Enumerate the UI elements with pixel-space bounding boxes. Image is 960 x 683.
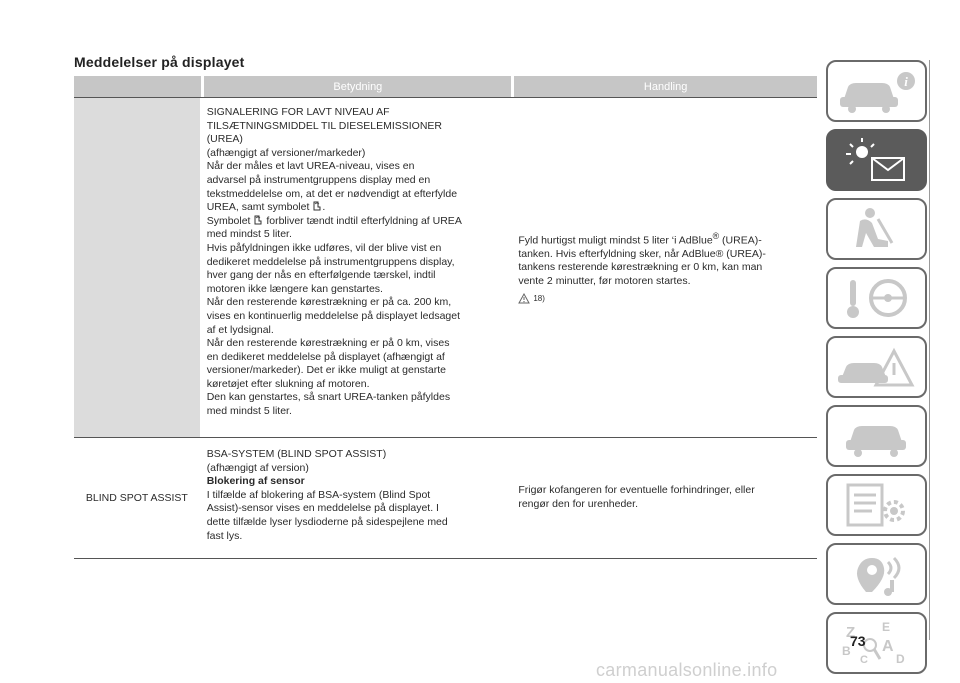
svg-text:D: D <box>895 652 905 666</box>
text-line: en dedikeret meddelelse på displayet (afhængigt af <box>206 350 445 363</box>
tab-maintenance[interactable] <box>826 405 927 467</box>
text-line: Den kan genstartes, så snart UREA-tanken påfyldes <box>206 391 451 404</box>
watermark: carmanualsonline.info <box>596 660 778 680</box>
header-meaning: Betydning <box>204 76 511 97</box>
text-line: tekstmeddelelse om, at det er nødvendigt at efterfylde <box>206 187 458 200</box>
text-line: dedikeret meddelelse på instrumentgruppens display, <box>206 255 455 268</box>
text-line: Assist)-sensor vises en meddelelse på displayet. I <box>206 502 439 515</box>
text-line: rengør den for urenheder. <box>518 498 638 510</box>
row-meaning-cell <box>203 98 506 437</box>
text-line: fast lys. <box>206 529 243 542</box>
sidebar-divider <box>929 60 930 640</box>
svg-text:B: B <box>841 644 851 658</box>
svg-text:Z: Z <box>845 624 855 641</box>
car-emergency-icon <box>832 341 922 393</box>
text-line: dette tilfælde lyser lysdioderne på sidespejlene med <box>206 515 448 528</box>
text-line: versioner/markeder). Det er ikke muligt at genstarte <box>206 364 446 377</box>
tab-multimedia[interactable] <box>826 543 927 605</box>
page-number: 73 <box>850 633 866 649</box>
tab-technical-data[interactable] <box>826 474 927 536</box>
text-line: Symbolet forbliver tændt indtil efterfyldning af UREA <box>206 214 462 227</box>
tab-starting-driving[interactable] <box>826 267 927 329</box>
car-service-icon <box>832 410 922 462</box>
tab-safety[interactable] <box>826 198 927 260</box>
warning-light-message-icon <box>832 134 922 186</box>
text-line: Frigør kofangeren for eventuelle forhindringer, eller <box>518 484 755 497</box>
tab-emergency[interactable] <box>826 336 927 398</box>
header-empty-cell <box>74 76 201 97</box>
key-steering-wheel-icon <box>832 272 922 324</box>
alphabetical-index-icon <box>832 617 922 669</box>
reference-number: 18) <box>533 293 545 303</box>
text-line: tanken. Hvis efterfyldning sker, når AdBlue® (UREA)- <box>518 247 766 260</box>
text-line: (afhængigt af version) <box>206 461 309 474</box>
text-line: (UREA) <box>206 133 243 146</box>
text-line: I tilfælde af blokering af BSA-system (Blind Spot <box>206 488 431 501</box>
tab-car-info[interactable] <box>826 60 927 122</box>
text-line: Hvis påfyldningen ikke udføres, vil der blive vist en <box>206 241 442 254</box>
table-row <box>74 97 817 438</box>
text-line: vente 2 minutter, før motoren startes. <box>518 275 691 288</box>
text-line: Fyld hurtigst muligt mindst 5 liter ‘i AdBlue® (UREA)- <box>518 230 762 247</box>
text-line: motoren ikke længere kan genstartes. <box>206 282 383 295</box>
tab-index[interactable] <box>826 612 927 674</box>
svg-text:E: E <box>881 620 890 634</box>
text-line: TILSÆTNINGSMIDDEL TIL DIESELEMISSIONER <box>206 119 443 132</box>
text-line: Når der måles et lavt UREA-niveau, vises en <box>206 160 415 173</box>
row-action-cell <box>508 438 817 558</box>
text-line: af et lydsignal. <box>206 323 274 336</box>
warning-triangle-icon <box>518 293 530 304</box>
table-header <box>74 76 817 97</box>
messages-table <box>74 76 817 559</box>
car-info-icon <box>832 65 922 117</box>
row-action-cell <box>508 98 817 437</box>
multimedia-icon <box>832 548 922 600</box>
text-line: BSA-SYSTEM (BLIND SPOT ASSIST) <box>206 448 387 460</box>
header-action: Handling <box>514 76 817 97</box>
svg-text:A: A <box>881 638 894 655</box>
text-line: advarsel på instrumentgruppens display med en <box>206 173 431 186</box>
subheading: Blokering af sensor <box>206 475 305 488</box>
seat-safety-icon <box>832 203 922 255</box>
row-name-cell: BLIND SPOT ASSIST <box>74 438 200 558</box>
text-line: tankens resterende kørestrækning er 0 km, kan man <box>518 261 763 274</box>
text-line: Når den resterende kørestrækning er på 0 km, vises <box>206 337 450 350</box>
text-line: hver gang der nås en efterfølgende tærskel, indtil <box>206 269 436 282</box>
page-title: Meddelelser på displayet <box>74 54 245 70</box>
warning-reference <box>518 292 813 306</box>
svg-text:C: C <box>859 654 868 666</box>
table-row <box>74 438 817 559</box>
text-line: med mindst 5 liter. <box>206 228 292 241</box>
urea-warning-icon <box>253 215 263 225</box>
text-line: med mindst 5 liter. <box>206 405 292 418</box>
urea-warning-icon <box>312 201 322 211</box>
text-line: (afhængigt af versioner/markeder) <box>206 146 366 159</box>
text-line: UREA, samt symbolet . <box>206 201 326 214</box>
row-name-cell <box>74 98 200 437</box>
specifications-gear-icon <box>832 479 922 531</box>
tab-warning-lights-messages[interactable] <box>826 129 927 191</box>
row-meaning-cell <box>203 438 506 558</box>
text-line: SIGNALERING FOR LAVT NIVEAU AF <box>206 106 390 118</box>
svg-text:i: i <box>903 74 908 89</box>
text-line: Når den resterende kørestrækning er på ca. 200 km, <box>206 296 452 309</box>
text-line: vises en kontinuerlig meddelelse på displayet ledsaget <box>206 309 461 322</box>
chapter-sidebar <box>826 60 929 681</box>
text-line: køretøjet efter slukning af motoren. <box>206 377 370 390</box>
